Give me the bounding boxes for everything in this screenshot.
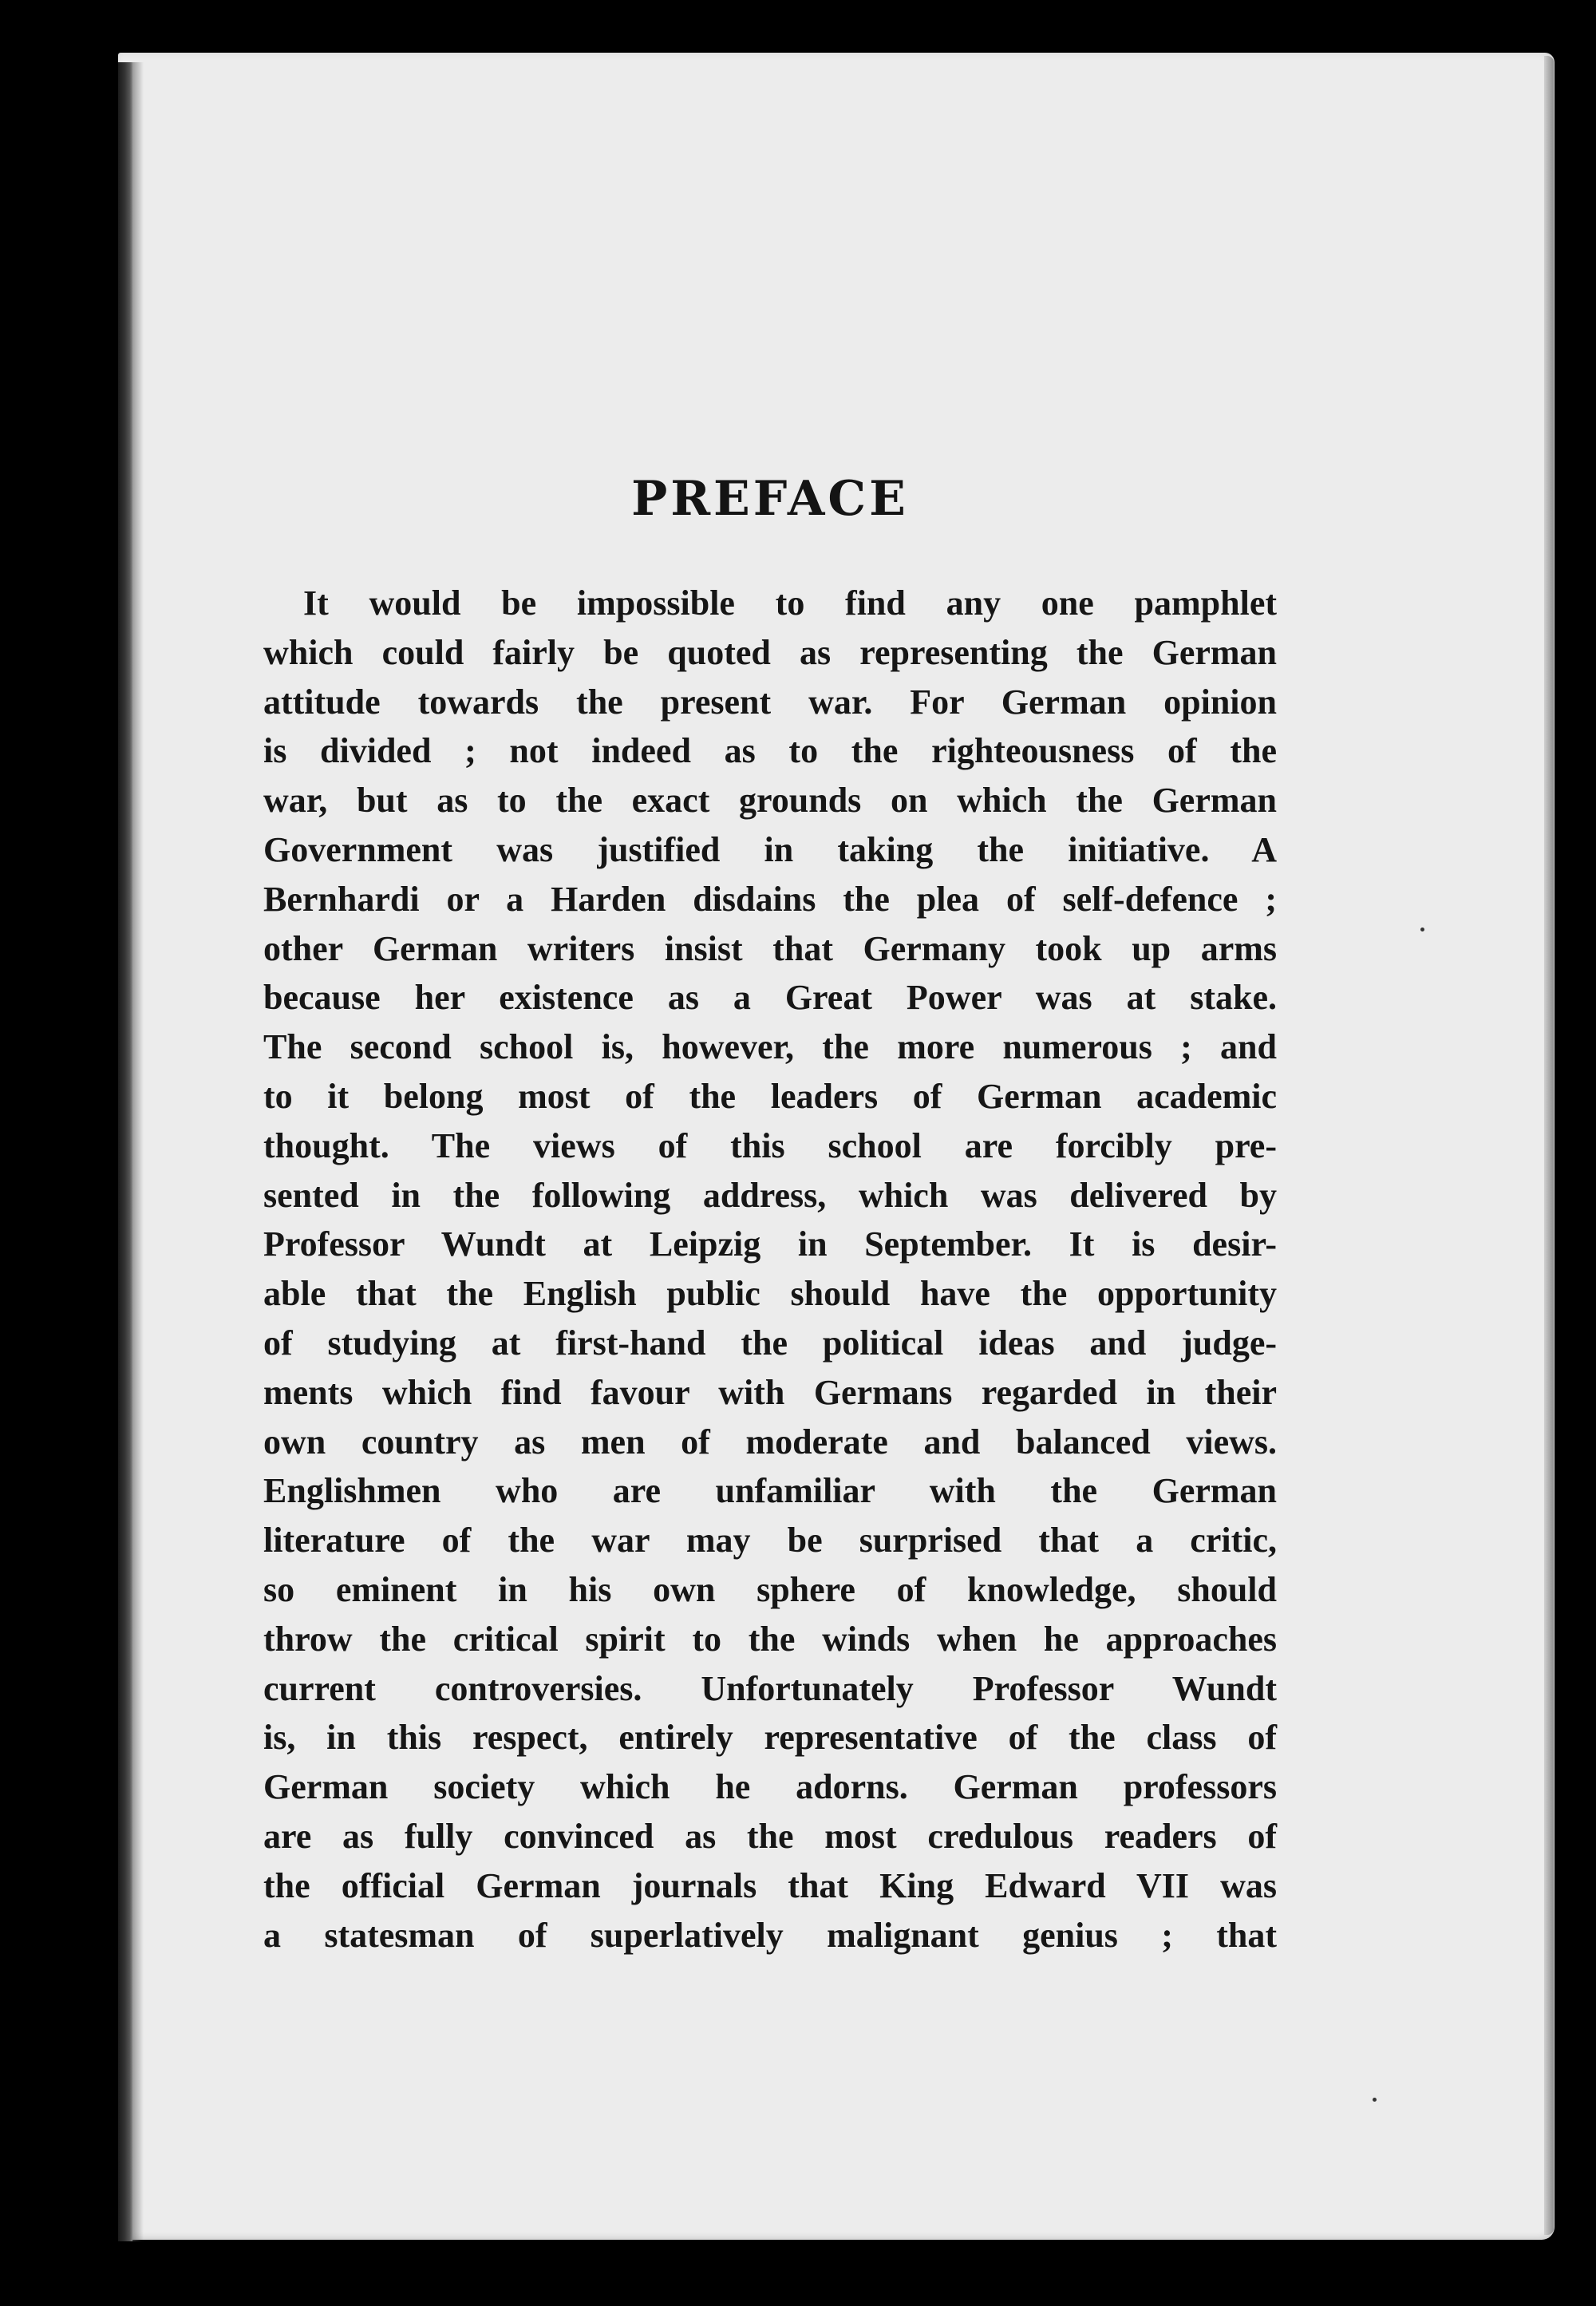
- text-line-20: literature of the war may be surprised that a critic,: [263, 1521, 1277, 1560]
- speck-mark: [1373, 2098, 1377, 2102]
- text-line-27: the official German journals that King Edward VII was: [263, 1865, 1277, 1905]
- text-line-4: is divided ; not indeed as to the righteousness of the: [263, 731, 1277, 771]
- text-line-2: which could fairly be quoted as representing the German: [263, 632, 1277, 672]
- text-line-6: Government was justified in taking the initiative. A: [263, 829, 1277, 869]
- text-line-5: war, but as to the exact grounds on which the German: [263, 781, 1277, 821]
- book-spine-shadow: [118, 62, 132, 2241]
- gutter-shading: [132, 62, 144, 2241]
- preface-body-text: [263, 579, 1277, 1960]
- text-line-25: German society which he adorns. German professors: [263, 1767, 1277, 1807]
- text-line-17: ments which find favour with Germans regarded in their: [263, 1372, 1277, 1412]
- text-line-16: of studying at first-hand the political ideas and judge-: [263, 1323, 1277, 1363]
- text-line-11: to it belong most of the leaders of German academic: [263, 1076, 1277, 1116]
- text-line-14: Professor Wundt at Leipzig in September. It is desir-: [263, 1224, 1277, 1264]
- text-line-8: other German writers insist that Germany took up arms: [263, 928, 1277, 968]
- text-line-18: own country as men of moderate and balanced views.: [263, 1422, 1277, 1462]
- text-line-3: attitude towards the present war. For German opinion: [263, 682, 1277, 722]
- text-line-21: so eminent in his own sphere of knowledge, should: [263, 1569, 1277, 1609]
- text-line-24: is, in this respect, entirely representative of the class of: [263, 1718, 1277, 1758]
- text-line-9: because her existence as a Great Power was at stake.: [263, 978, 1277, 1018]
- text-line-22: throw the critical spirit to the winds when he approaches: [263, 1619, 1277, 1659]
- text-line-7: Bernhardi or a Harden disdains the plea of self-defence ;: [263, 879, 1277, 919]
- text-line-13: sented in the following address, which was delivered by: [263, 1175, 1277, 1215]
- text-line-10: The second school is, however, the more numerous ; and: [263, 1027, 1277, 1067]
- text-line-1: It would be impossible to find any one pamphlet: [303, 583, 1277, 623]
- page-edge: [1544, 56, 1554, 2235]
- text-line-28: a statesman of superlatively malignant genius ; that: [263, 1915, 1277, 1955]
- text-line-19: Englishmen who are unfamiliar with the German: [263, 1471, 1277, 1511]
- speck-mark: [1420, 928, 1424, 931]
- text-line-23: current controversies. Unfortunately Professor Wundt: [263, 1668, 1277, 1708]
- text-line-12: thought. The views of this school are forcibly pre-: [263, 1125, 1277, 1165]
- text-line-26: are as fully convinced as the most credulous readers of: [263, 1816, 1277, 1856]
- text-line-15: able that the English public should have the opportunity: [263, 1274, 1277, 1314]
- page-title: PREFACE: [631, 471, 909, 527]
